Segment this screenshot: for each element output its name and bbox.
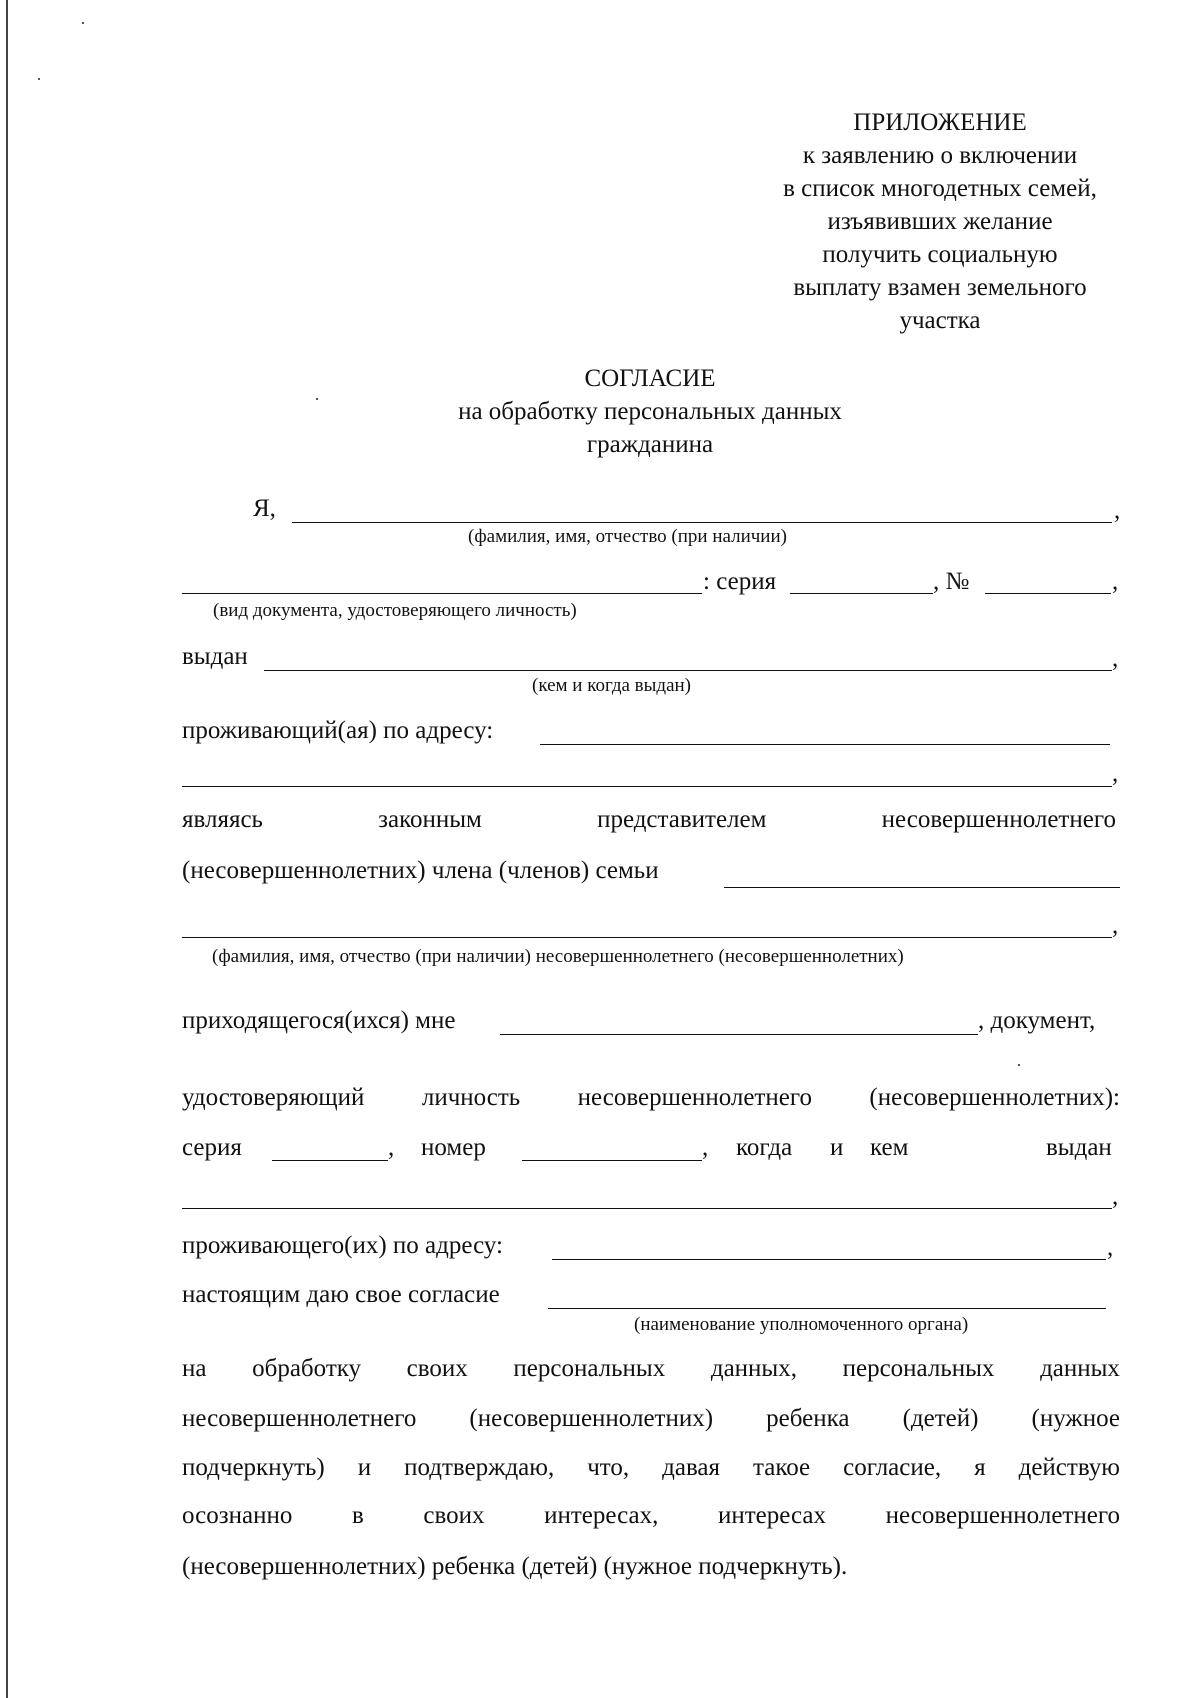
word: несовершеннолетнего bbox=[885, 1502, 1120, 1529]
document-label: , документ, bbox=[978, 1007, 1096, 1034]
appendix-title: ПРИЛОЖЕНИЕ bbox=[853, 109, 1027, 136]
appendix-line: получить социальную bbox=[822, 241, 1058, 268]
word: (нужное bbox=[1031, 1405, 1120, 1432]
word: (детей) bbox=[902, 1405, 979, 1432]
address-label: проживающий(ая) по адресу: bbox=[182, 717, 494, 744]
comma: , bbox=[1112, 645, 1119, 672]
paragraph-line bbox=[182, 1405, 1120, 1433]
word: согласие, bbox=[843, 1454, 942, 1481]
scan-edge bbox=[6, 0, 8, 1698]
comma: , bbox=[1112, 760, 1119, 787]
word: являясь bbox=[182, 806, 263, 833]
representative-row bbox=[182, 806, 1116, 834]
comma: , bbox=[1112, 912, 1119, 939]
word: интересах, bbox=[544, 1502, 659, 1529]
comma: , bbox=[388, 1134, 395, 1161]
minor-fio-caption: (фамилия, имя, отчество (при наличии) несовершеннолетнего (несовершеннолетних) bbox=[212, 946, 904, 967]
word: представителем bbox=[597, 806, 767, 833]
consent-label: настоящим даю свое согласие bbox=[182, 1281, 500, 1308]
comma: , bbox=[702, 1134, 709, 1161]
relation-label: приходящегося(ихся) мне bbox=[182, 1007, 456, 1034]
word: своих bbox=[406, 1355, 468, 1382]
fio-field[interactable] bbox=[292, 522, 1112, 523]
issued-by-field[interactable] bbox=[264, 670, 1112, 671]
series-label: : серия bbox=[703, 568, 777, 595]
appendix-line: в список многодетных семей, bbox=[783, 175, 1097, 202]
doc-caption: (вид документа, удостоверяющего личность) bbox=[213, 600, 577, 621]
word: интересах bbox=[718, 1502, 826, 1529]
appendix-line: к заявлению о включении bbox=[802, 142, 1078, 169]
word: (несовершеннолетних) bbox=[469, 1405, 714, 1432]
address-field-2[interactable] bbox=[182, 786, 1112, 787]
word: в bbox=[351, 1502, 364, 1529]
paragraph-line bbox=[182, 1355, 1120, 1383]
appendix-line: участка bbox=[899, 307, 981, 334]
comma: , bbox=[1112, 1183, 1119, 1210]
word: подтверждаю, bbox=[404, 1454, 555, 1481]
series2-label: серия bbox=[182, 1134, 242, 1161]
word: удостоверяющий bbox=[182, 1084, 365, 1111]
word: ребенка bbox=[766, 1405, 850, 1432]
address2-label: проживающего(их) по адресу: bbox=[182, 1232, 503, 1259]
word: персональных bbox=[842, 1355, 995, 1382]
scan-speck bbox=[38, 78, 40, 80]
comma: , bbox=[1107, 1234, 1114, 1261]
minor-fio-field-2[interactable] bbox=[182, 937, 1112, 938]
word: законным bbox=[378, 806, 482, 833]
consent-subtitle: на обработку персональных данных bbox=[458, 398, 842, 425]
organ-caption: (наименование уполномоченного органа) bbox=[634, 1314, 969, 1335]
appendix-line: изъявивших желание bbox=[827, 208, 1053, 235]
number-field[interactable] bbox=[985, 593, 1111, 594]
word: несовершеннолетнего bbox=[577, 1084, 812, 1111]
word: данных, bbox=[710, 1355, 797, 1382]
minor-number-field[interactable] bbox=[522, 1160, 702, 1161]
appendix-block bbox=[700, 106, 1180, 337]
consent-subtitle: гражданина bbox=[586, 431, 714, 458]
word: (несовершеннолетних): bbox=[869, 1084, 1120, 1111]
minor-issued-field[interactable] bbox=[182, 1208, 1112, 1209]
comma: , bbox=[1114, 497, 1121, 524]
member-label: (несовершеннолетних) члена (членов) семьи bbox=[182, 857, 659, 884]
paragraph-line bbox=[182, 1454, 1120, 1482]
address-field[interactable] bbox=[540, 744, 1110, 745]
when-word: когда bbox=[736, 1134, 793, 1161]
comma: , bbox=[1112, 568, 1119, 595]
word: на bbox=[182, 1355, 207, 1382]
i-label: Я, bbox=[253, 495, 276, 522]
appendix-line: выплату взамен земельного bbox=[793, 274, 1087, 301]
series-field[interactable] bbox=[790, 593, 933, 594]
word: личность bbox=[421, 1084, 521, 1111]
word: несовершеннолетнего bbox=[182, 1405, 417, 1432]
number2-label: номер bbox=[421, 1134, 486, 1161]
scan-speck bbox=[316, 398, 318, 400]
relation-field[interactable] bbox=[500, 1034, 978, 1035]
paragraph-last-line: (несовершеннолетних) ребенка (детей) (нужное подчеркнуть). bbox=[182, 1553, 848, 1580]
id-document-type-field[interactable] bbox=[182, 593, 702, 594]
minor-id-row bbox=[182, 1084, 1120, 1112]
word: обработку bbox=[252, 1355, 362, 1382]
minor-address-field[interactable] bbox=[552, 1259, 1106, 1260]
whom-word: кем bbox=[870, 1134, 909, 1161]
scan-speck bbox=[1018, 1064, 1020, 1066]
number-label: , № bbox=[933, 568, 970, 595]
word: данных bbox=[1040, 1355, 1120, 1382]
word: я bbox=[974, 1454, 986, 1481]
paragraph-line bbox=[182, 1502, 1120, 1530]
issued2-label: выдан bbox=[1046, 1134, 1112, 1161]
word: такое bbox=[753, 1454, 811, 1481]
word: осознанно bbox=[182, 1502, 293, 1529]
word: своих bbox=[423, 1502, 485, 1529]
word: и bbox=[357, 1454, 372, 1481]
consent-heading bbox=[380, 362, 920, 461]
scan-speck bbox=[82, 22, 84, 24]
consent-title: СОГЛАСИЕ bbox=[584, 365, 716, 392]
word: несовершеннолетнего bbox=[881, 806, 1116, 833]
and-word: и bbox=[830, 1134, 844, 1161]
word: давая bbox=[662, 1454, 721, 1481]
minor-fio-field[interactable] bbox=[724, 887, 1120, 888]
word: персональных bbox=[513, 1355, 666, 1382]
minor-series-field[interactable] bbox=[272, 1160, 388, 1161]
authorized-organ-field[interactable] bbox=[548, 1308, 1106, 1309]
word: подчеркнуть) bbox=[182, 1454, 325, 1481]
issued-caption: (кем и когда выдан) bbox=[532, 675, 692, 696]
word: что, bbox=[587, 1454, 630, 1481]
word: действую bbox=[1018, 1454, 1120, 1481]
issued-label: выдан bbox=[182, 643, 248, 670]
fio-caption: (фамилия, имя, отчество (при наличии) bbox=[468, 526, 787, 547]
